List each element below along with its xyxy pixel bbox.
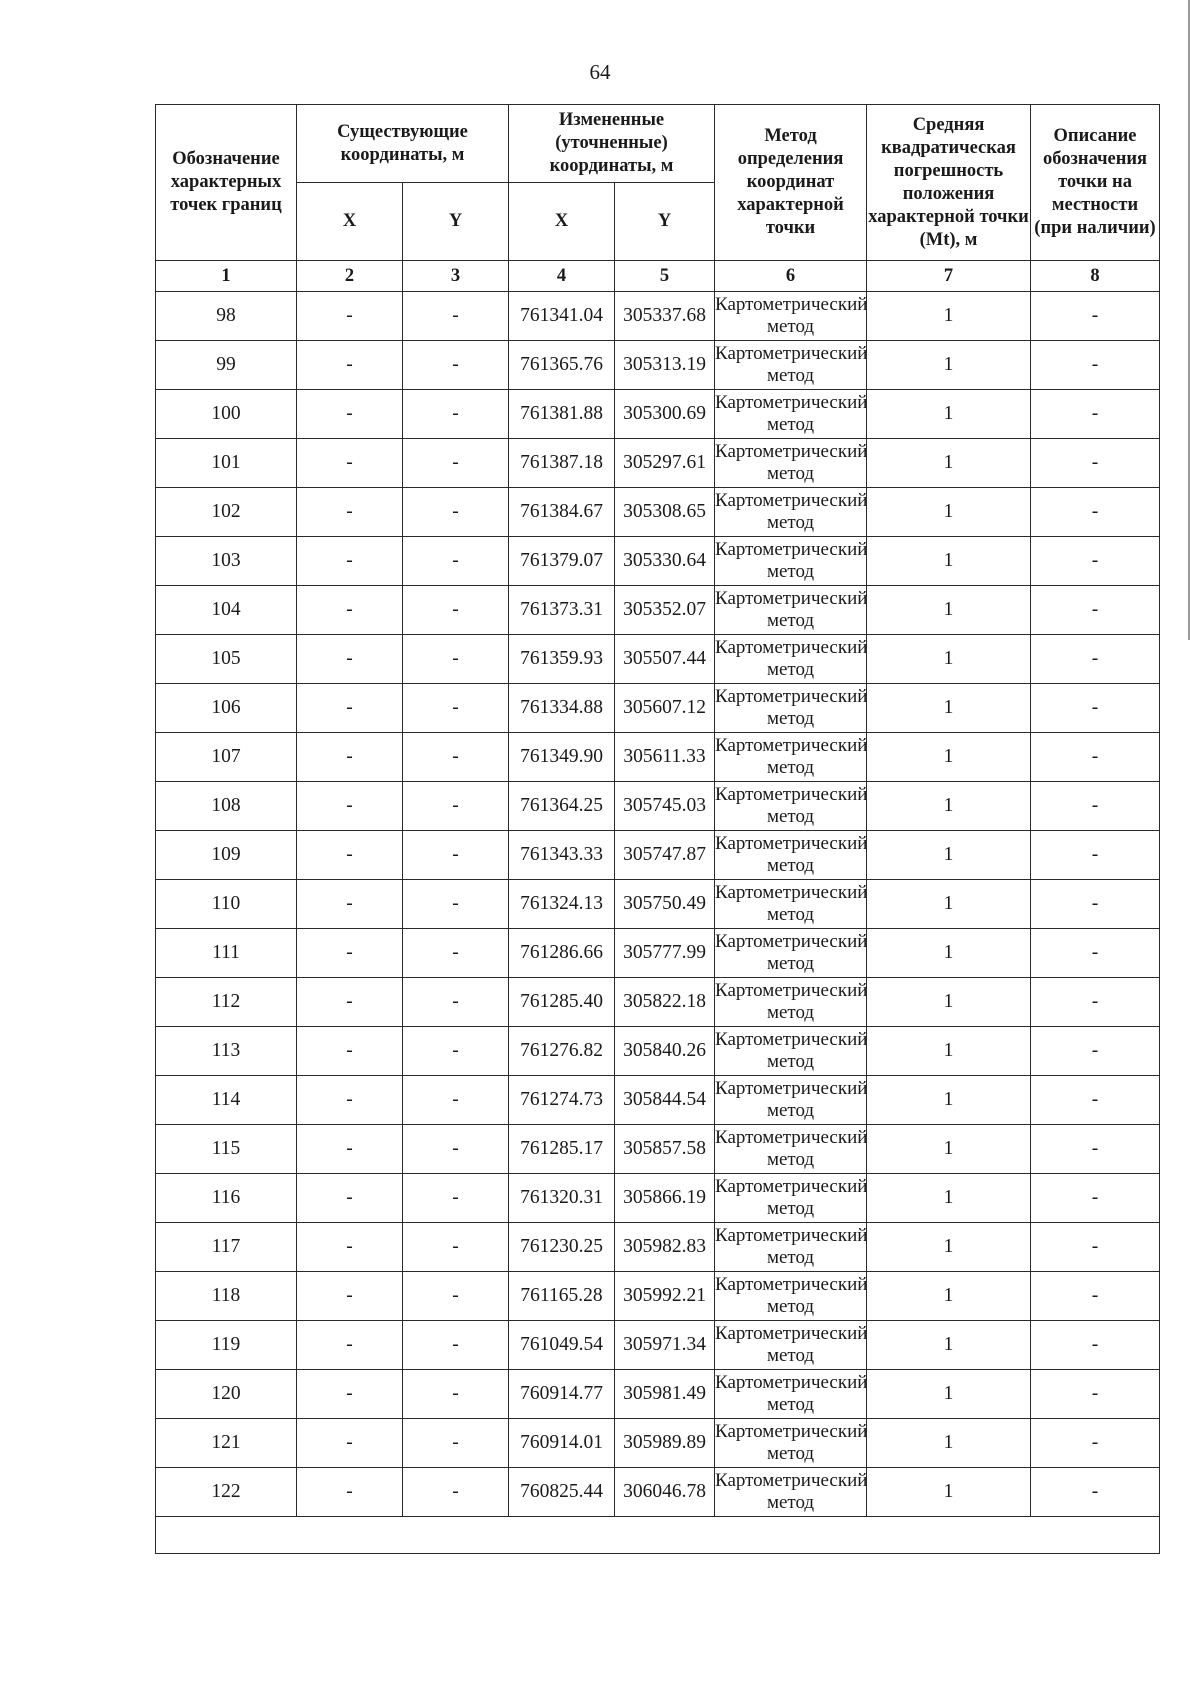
cell-description: -: [1031, 929, 1160, 978]
cell-description: -: [1031, 537, 1160, 586]
cell-description: -: [1031, 1370, 1160, 1419]
cell-existing-x: -: [297, 1419, 403, 1468]
cell-x: 760825.44: [509, 1468, 615, 1517]
header-mean-error: Средняя квадратическая погрешность положения характерной точки (Mt), м: [867, 105, 1031, 261]
cell-x: 761274.73: [509, 1076, 615, 1125]
cell-method: Картометрический метод: [715, 488, 867, 537]
cell-method: Картометрический метод: [715, 880, 867, 929]
cell-y: 305971.34: [615, 1321, 715, 1370]
cell-point: 107: [156, 733, 297, 782]
header-existing-y: Y: [403, 183, 509, 261]
cell-description: -: [1031, 341, 1160, 390]
cell-mean-error: 1: [867, 1272, 1031, 1321]
cell-method: Картометрический метод: [715, 1419, 867, 1468]
table-row: [156, 831, 1160, 880]
column-number: 5: [615, 261, 715, 292]
cell-method: Картометрический метод: [715, 439, 867, 488]
cell-x: 760914.01: [509, 1419, 615, 1468]
cell-existing-y: -: [403, 1174, 509, 1223]
cell-existing-x: -: [297, 1027, 403, 1076]
cell-mean-error: 1: [867, 1076, 1031, 1125]
cell-point: 106: [156, 684, 297, 733]
cell-x: 761320.31: [509, 1174, 615, 1223]
cell-point: 100: [156, 390, 297, 439]
cell-y: 305745.03: [615, 782, 715, 831]
column-number: 7: [867, 261, 1031, 292]
cell-point: 109: [156, 831, 297, 880]
cell-mean-error: 1: [867, 537, 1031, 586]
cell-method: Картометрический метод: [715, 537, 867, 586]
column-number: 1: [156, 261, 297, 292]
cell-y: 305840.26: [615, 1027, 715, 1076]
cell-existing-y: -: [403, 733, 509, 782]
cell-x: 761341.04: [509, 292, 615, 341]
header-description: Описание обозначения точки на местности (при наличии): [1031, 105, 1160, 261]
cell-existing-x: -: [297, 684, 403, 733]
cell-description: -: [1031, 831, 1160, 880]
table-row: [156, 1125, 1160, 1174]
cell-mean-error: 1: [867, 733, 1031, 782]
cell-mean-error: 1: [867, 635, 1031, 684]
cell-point: 116: [156, 1174, 297, 1223]
cell-point: 113: [156, 1027, 297, 1076]
cell-y: 305507.44: [615, 635, 715, 684]
cell-method: Картометрический метод: [715, 1223, 867, 1272]
cell-existing-y: -: [403, 1370, 509, 1419]
cell-point: 110: [156, 880, 297, 929]
cell-y: 305982.83: [615, 1223, 715, 1272]
cell-point: 102: [156, 488, 297, 537]
cell-x: 761165.28: [509, 1272, 615, 1321]
cell-method: Картометрический метод: [715, 292, 867, 341]
table-row: [156, 1468, 1160, 1517]
cell-method: Картометрический метод: [715, 929, 867, 978]
header-changed-x: X: [509, 183, 615, 261]
table-row: [156, 782, 1160, 831]
cell-x: 761381.88: [509, 390, 615, 439]
cell-y: 305750.49: [615, 880, 715, 929]
cell-method: Картометрический метод: [715, 1027, 867, 1076]
cell-description: -: [1031, 1027, 1160, 1076]
cell-existing-x: -: [297, 1125, 403, 1174]
table-row: [156, 1076, 1160, 1125]
cell-x: 761343.33: [509, 831, 615, 880]
column-number: 8: [1031, 261, 1160, 292]
cell-description: -: [1031, 1321, 1160, 1370]
cell-mean-error: 1: [867, 390, 1031, 439]
cell-existing-x: -: [297, 1370, 403, 1419]
table-row: [156, 1419, 1160, 1468]
cell-mean-error: 1: [867, 684, 1031, 733]
cell-mean-error: 1: [867, 831, 1031, 880]
cell-existing-x: -: [297, 880, 403, 929]
cell-existing-x: -: [297, 978, 403, 1027]
table-row: [156, 1321, 1160, 1370]
cell-point: 118: [156, 1272, 297, 1321]
cell-y: 305313.19: [615, 341, 715, 390]
cell-y: 305981.49: [615, 1370, 715, 1419]
cell-existing-x: -: [297, 831, 403, 880]
cell-existing-y: -: [403, 1419, 509, 1468]
table-body: [156, 292, 1160, 1517]
cell-description: -: [1031, 684, 1160, 733]
cell-existing-x: -: [297, 390, 403, 439]
table-row: [156, 1370, 1160, 1419]
cell-x: 761324.13: [509, 880, 615, 929]
cell-method: Картометрический метод: [715, 1125, 867, 1174]
cell-description: -: [1031, 782, 1160, 831]
cell-existing-x: -: [297, 488, 403, 537]
scan-edge-line: [1188, 0, 1190, 640]
cell-point: 108: [156, 782, 297, 831]
cell-y: 305989.89: [615, 1419, 715, 1468]
header-row-top: [156, 105, 1160, 183]
cell-existing-y: -: [403, 1027, 509, 1076]
cell-point: 122: [156, 1468, 297, 1517]
cell-description: -: [1031, 1076, 1160, 1125]
cell-x: 761387.18: [509, 439, 615, 488]
cell-point: 112: [156, 978, 297, 1027]
cell-existing-y: -: [403, 929, 509, 978]
cell-mean-error: 1: [867, 1174, 1031, 1223]
cell-existing-x: -: [297, 733, 403, 782]
cell-existing-y: -: [403, 1272, 509, 1321]
table-row: [156, 537, 1160, 586]
cell-description: -: [1031, 1125, 1160, 1174]
cell-point: 111: [156, 929, 297, 978]
cell-description: -: [1031, 978, 1160, 1027]
cell-method: Картометрический метод: [715, 635, 867, 684]
cell-existing-x: -: [297, 782, 403, 831]
cell-mean-error: 1: [867, 488, 1031, 537]
cell-x: 761349.90: [509, 733, 615, 782]
cell-method: Картометрический метод: [715, 684, 867, 733]
header-method: Метод определения координат характерной точки: [715, 105, 867, 261]
cell-existing-y: -: [403, 1076, 509, 1125]
table-footer-row: [156, 1517, 1160, 1554]
cell-x: 761286.66: [509, 929, 615, 978]
cell-mean-error: 1: [867, 1125, 1031, 1174]
cell-x: 761049.54: [509, 1321, 615, 1370]
cell-y: 305330.64: [615, 537, 715, 586]
cell-mean-error: 1: [867, 929, 1031, 978]
table-row: [156, 1027, 1160, 1076]
cell-y: 305866.19: [615, 1174, 715, 1223]
cell-method: Картометрический метод: [715, 1468, 867, 1517]
cell-description: -: [1031, 1468, 1160, 1517]
boundary-points-table: [155, 104, 1160, 1554]
cell-y: 306046.78: [615, 1468, 715, 1517]
cell-y: 305352.07: [615, 586, 715, 635]
cell-description: -: [1031, 733, 1160, 782]
cell-mean-error: 1: [867, 978, 1031, 1027]
cell-existing-x: -: [297, 1223, 403, 1272]
cell-x: 761379.07: [509, 537, 615, 586]
cell-method: Картометрический метод: [715, 733, 867, 782]
cell-existing-x: -: [297, 1272, 403, 1321]
cell-mean-error: 1: [867, 1370, 1031, 1419]
column-number: 6: [715, 261, 867, 292]
cell-description: -: [1031, 635, 1160, 684]
cell-description: -: [1031, 1419, 1160, 1468]
table-row: [156, 390, 1160, 439]
cell-x: 761384.67: [509, 488, 615, 537]
cell-existing-y: -: [403, 439, 509, 488]
cell-description: -: [1031, 292, 1160, 341]
cell-existing-y: -: [403, 831, 509, 880]
cell-point: 114: [156, 1076, 297, 1125]
column-number: 3: [403, 261, 509, 292]
cell-description: -: [1031, 1223, 1160, 1272]
table-row: [156, 1223, 1160, 1272]
cell-y: 305777.99: [615, 929, 715, 978]
cell-x: 761373.31: [509, 586, 615, 635]
table-row: [156, 488, 1160, 537]
cell-method: Картометрический метод: [715, 1321, 867, 1370]
cell-x: 761285.17: [509, 1125, 615, 1174]
cell-description: -: [1031, 488, 1160, 537]
cell-method: Картометрический метод: [715, 831, 867, 880]
table-row: [156, 341, 1160, 390]
cell-existing-y: -: [403, 782, 509, 831]
cell-existing-x: -: [297, 1174, 403, 1223]
cell-existing-y: -: [403, 1223, 509, 1272]
cell-existing-x: -: [297, 439, 403, 488]
table-row: [156, 929, 1160, 978]
column-number: 4: [509, 261, 615, 292]
cell-existing-x: -: [297, 586, 403, 635]
cell-existing-y: -: [403, 390, 509, 439]
cell-method: Картометрический метод: [715, 1370, 867, 1419]
cell-mean-error: 1: [867, 341, 1031, 390]
cell-y: 305992.21: [615, 1272, 715, 1321]
cell-point: 99: [156, 341, 297, 390]
cell-mean-error: 1: [867, 1321, 1031, 1370]
column-number: 2: [297, 261, 403, 292]
cell-existing-x: -: [297, 1468, 403, 1517]
cell-point: 119: [156, 1321, 297, 1370]
header-point-designation: Обозначение характерных точек границ: [156, 105, 297, 261]
table-row: [156, 1272, 1160, 1321]
column-number-row: [156, 261, 1160, 292]
cell-x: 761359.93: [509, 635, 615, 684]
cell-x: 760914.77: [509, 1370, 615, 1419]
cell-mean-error: 1: [867, 1468, 1031, 1517]
cell-y: 305844.54: [615, 1076, 715, 1125]
cell-method: Картометрический метод: [715, 586, 867, 635]
cell-y: 305611.33: [615, 733, 715, 782]
cell-method: Картометрический метод: [715, 1076, 867, 1125]
cell-existing-x: -: [297, 537, 403, 586]
cell-point: 105: [156, 635, 297, 684]
cell-existing-x: -: [297, 929, 403, 978]
cell-y: 305297.61: [615, 439, 715, 488]
header-changed-coords: Измененные (уточненные) координаты, м: [509, 105, 715, 183]
cell-point: 103: [156, 537, 297, 586]
cell-existing-x: -: [297, 1321, 403, 1370]
table-row: [156, 292, 1160, 341]
cell-existing-y: -: [403, 341, 509, 390]
table-row: [156, 880, 1160, 929]
header-existing-x: X: [297, 183, 403, 261]
cell-existing-x: -: [297, 1076, 403, 1125]
cell-y: 305857.58: [615, 1125, 715, 1174]
cell-description: -: [1031, 390, 1160, 439]
cell-point: 121: [156, 1419, 297, 1468]
cell-x: 761365.76: [509, 341, 615, 390]
cell-description: -: [1031, 1174, 1160, 1223]
cell-point: 117: [156, 1223, 297, 1272]
cell-description: -: [1031, 880, 1160, 929]
cell-point: 120: [156, 1370, 297, 1419]
cell-method: Картометрический метод: [715, 1174, 867, 1223]
cell-method: Картометрический метод: [715, 341, 867, 390]
table-row: [156, 1174, 1160, 1223]
page-number: 64: [589, 60, 611, 84]
table-row: [156, 978, 1160, 1027]
cell-method: Картометрический метод: [715, 782, 867, 831]
header-existing-coords: Существующие координаты, м: [297, 105, 509, 183]
cell-x: 761276.82: [509, 1027, 615, 1076]
cell-existing-y: -: [403, 488, 509, 537]
cell-y: 305308.65: [615, 488, 715, 537]
cell-mean-error: 1: [867, 1419, 1031, 1468]
cell-existing-y: -: [403, 635, 509, 684]
cell-mean-error: 1: [867, 1027, 1031, 1076]
cell-mean-error: 1: [867, 880, 1031, 929]
cell-method: Картометрический метод: [715, 390, 867, 439]
table-row: [156, 439, 1160, 488]
cell-x: 761285.40: [509, 978, 615, 1027]
cell-point: 115: [156, 1125, 297, 1174]
cell-existing-y: -: [403, 1125, 509, 1174]
cell-existing-x: -: [297, 292, 403, 341]
cell-mean-error: 1: [867, 1223, 1031, 1272]
cell-mean-error: 1: [867, 782, 1031, 831]
cell-method: Картометрический метод: [715, 1272, 867, 1321]
cell-point: 104: [156, 586, 297, 635]
cell-point: 98: [156, 292, 297, 341]
cell-existing-x: -: [297, 341, 403, 390]
cell-existing-y: -: [403, 978, 509, 1027]
header-changed-y: Y: [615, 183, 715, 261]
cell-point: 101: [156, 439, 297, 488]
cell-y: 305747.87: [615, 831, 715, 880]
cell-y: 305607.12: [615, 684, 715, 733]
cell-x: 761364.25: [509, 782, 615, 831]
cell-mean-error: 1: [867, 292, 1031, 341]
cell-existing-y: -: [403, 586, 509, 635]
cell-mean-error: 1: [867, 439, 1031, 488]
table-row: [156, 684, 1160, 733]
table-row: [156, 733, 1160, 782]
cell-mean-error: 1: [867, 586, 1031, 635]
cell-existing-y: -: [403, 1321, 509, 1370]
cell-y: 305822.18: [615, 978, 715, 1027]
cell-description: -: [1031, 1272, 1160, 1321]
table-footer-cell: [156, 1517, 1160, 1554]
cell-existing-y: -: [403, 880, 509, 929]
cell-x: 761230.25: [509, 1223, 615, 1272]
cell-existing-y: -: [403, 684, 509, 733]
cell-existing-x: -: [297, 635, 403, 684]
cell-existing-y: -: [403, 292, 509, 341]
cell-x: 761334.88: [509, 684, 615, 733]
table-row: [156, 586, 1160, 635]
cell-description: -: [1031, 586, 1160, 635]
cell-y: 305337.68: [615, 292, 715, 341]
cell-description: -: [1031, 439, 1160, 488]
cell-y: 305300.69: [615, 390, 715, 439]
table-row: [156, 635, 1160, 684]
cell-method: Картометрический метод: [715, 978, 867, 1027]
cell-existing-y: -: [403, 1468, 509, 1517]
cell-existing-y: -: [403, 537, 509, 586]
